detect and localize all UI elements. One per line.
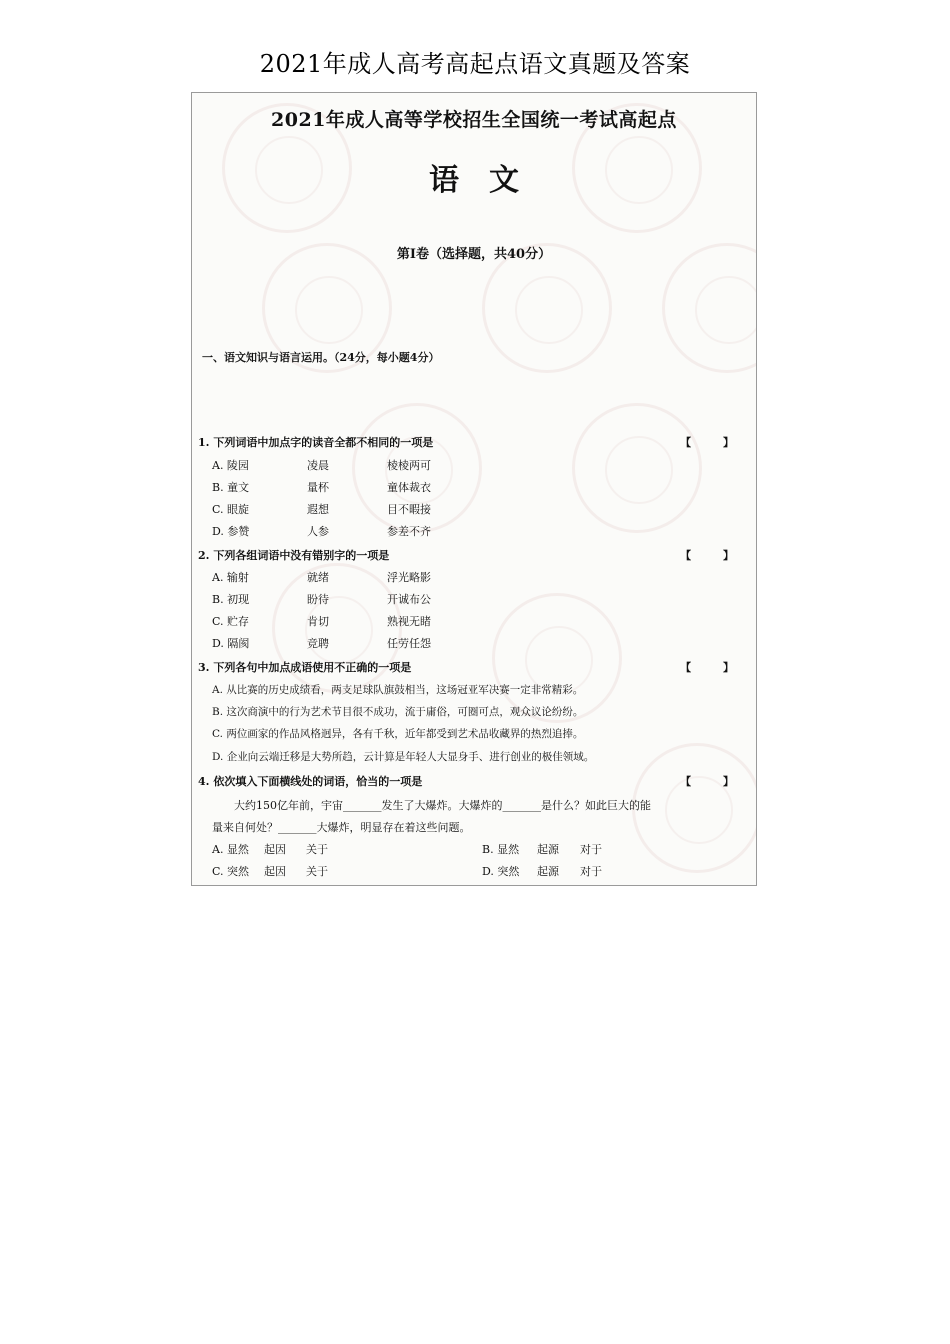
question-3-option-a: A. 从比赛的历史成绩看，两支足球队旗鼓相当，这场冠亚军决赛一定非常精彩。 bbox=[212, 684, 584, 696]
answer-bracket: 【 】 bbox=[680, 775, 748, 788]
exam-subject: 语文 bbox=[429, 163, 549, 198]
part-heading: 第Ⅰ卷（选择题，共40分） bbox=[396, 247, 552, 262]
scanned-exam-page: 2021年成人高等学校招生全国统一考试高起点 语文 第Ⅰ卷（选择题，共40分） 一、语文知识与语言运用。（24分，每小题4分） 1. 下列词语中加点字的读音全都不相同的一项是 【 】 A. 陵园 凌晨 棱棱两可 B. 童文 量杯 童体裁衣 C. 眼旋 遐想 目不暇接 D. 参赞 人参 参差不齐 2. 下列各组词语中没有错别字的一项是 【 】 A. 输射 就绪 浮光略影 B. 初现 盼待 开诚布公 C. 贮存 肯切 熟视无睹 D. 隔阂 竞聘 任劳任怨 3. 下列各句中加点成语使用不正确的一项是 【 】 A. 从比赛的历史成绩看，两支足球队旗鼓相当，这场冠亚军决赛一定非常精彩。 B. 这次商演中的行为艺术节目很不成功，流于庸俗，可圈可点，观众议论纷纷。 C. 两位画家的作品风格迥异，各有千秋，近年都受到艺术品收藏界的热烈追捧。 D. 企业向云端迁移是大势所趋，云计算是年轻人大显身手、进行创业的极佳领域。 4. 依次填入下面横线处的词语，恰当的一项是 【 】 大约150亿年前，宇宙_______发生了大爆炸。大爆炸的_______是什么？如此巨大的能 量来自何处？_______大爆炸，明显存在着这些问题。 A. 显然 起因 关于 B. 显然 起源 对于 C. 突然 起因 关于 D. 突然 起源 对于 bbox=[191, 92, 757, 886]
answer-bracket: 【 】 bbox=[680, 436, 748, 449]
question-2-stem: 2. 下列各组词语中没有错别字的一项是 bbox=[198, 549, 390, 562]
answer-bracket: 【 】 bbox=[680, 661, 748, 674]
watermark-seal bbox=[482, 243, 612, 373]
question-4-passage-line-2: 量来自何处？_______大爆炸，明显存在着这些问题。 bbox=[212, 821, 471, 834]
watermark-seal bbox=[572, 403, 702, 533]
question-1-stem: 1. 下列词语中加点字的读音全都不相同的一项是 bbox=[198, 436, 434, 449]
watermark-seal bbox=[662, 243, 757, 373]
question-3-option-d: D. 企业向云端迁移是大势所趋，云计算是年轻人大显身手、进行创业的极佳领域。 bbox=[212, 751, 595, 763]
question-3-option-b: B. 这次商演中的行为艺术节目很不成功，流于庸俗，可圈可点，观众议论纷纷。 bbox=[212, 706, 584, 718]
question-3-stem: 3. 下列各句中加点成语使用不正确的一项是 bbox=[198, 661, 412, 674]
section-heading: 一、语文知识与语言运用。（24分，每小题4分） bbox=[202, 351, 440, 364]
question-3-option-c: C. 两位画家的作品风格迥异，各有千秋，近年都受到艺术品收藏界的热烈追捧。 bbox=[212, 728, 584, 740]
answer-bracket: 【 】 bbox=[680, 549, 748, 562]
document-title: 2021年成人高考高起点语文真题及答案 bbox=[259, 50, 691, 78]
exam-title: 2021年成人高等学校招生全国统一考试高起点 bbox=[271, 109, 677, 131]
question-4-stem: 4. 依次填入下面横线处的词语，恰当的一项是 bbox=[198, 775, 423, 788]
question-4-passage-line-1: 大约150亿年前，宇宙_______发生了大爆炸。大爆炸的_______是什么？如此巨大的能 bbox=[234, 799, 651, 812]
